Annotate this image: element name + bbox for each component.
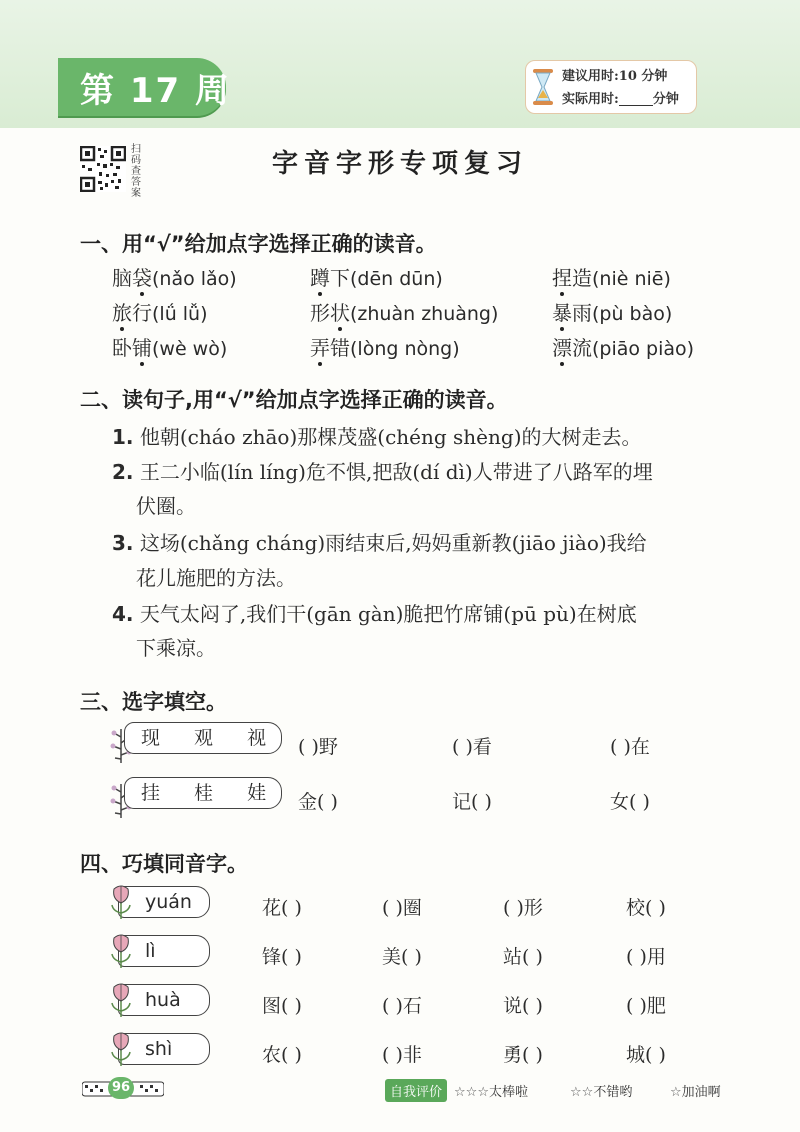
section4-title: 四、巧填同音字。 (80, 852, 248, 876)
s4-blank-2-4[interactable]: ( )用 (626, 946, 666, 968)
s2-sentence-2-cont: 伏圈。 (136, 494, 196, 518)
s1-item-9: 漂流(piāo piào) (552, 332, 694, 361)
s4-blank-3-1[interactable]: 图( ) (262, 995, 302, 1017)
eval-option-keep[interactable]: ☆加油啊 (670, 1085, 721, 1100)
pinyin-box-2: lì (118, 935, 210, 967)
char-choice-box-1: 现 观 视 (124, 722, 282, 754)
s4-blank-1-4[interactable]: 校( ) (626, 897, 666, 919)
s2-sentence-2: 2. 王二小临(lín líng)危不惧,把敌(dí dì)人带进了八路军的埋 (112, 460, 653, 484)
actual-time-unit: 分钟 (652, 92, 679, 107)
s3-blank-2-1[interactable]: 金( ) (298, 791, 338, 813)
char-choice-box-2: 挂 桂 娃 (124, 777, 282, 809)
s1-item-5: 形状(zhuàn zhuàng) (310, 297, 498, 326)
page-number: 96 (108, 1077, 134, 1099)
s1-item-7: 卧铺(wè wò) (112, 332, 227, 361)
star-icon: ☆ (477, 1085, 489, 1100)
s2-sentence-3: 3. 这场(chǎng cháng)雨结束后,妈妈重新教(jiāo jiào)我给 (112, 531, 647, 555)
star-icon: ☆ (570, 1085, 582, 1100)
s4-blank-2-1[interactable]: 锋( ) (262, 946, 302, 968)
pinyin-box-4: shì (118, 1033, 210, 1065)
s3-blank-2-2[interactable]: 记( ) (452, 791, 492, 813)
s4-blank-2-2[interactable]: 美( ) (382, 946, 422, 968)
s4-blank-3-3[interactable]: 说( ) (503, 995, 543, 1017)
section1-title: 一、用“√”给加点字选择正确的读音。 (80, 232, 437, 256)
eval-option-good[interactable]: ☆☆不错哟 (570, 1085, 633, 1100)
s4-blank-4-2[interactable]: ( )非 (382, 1044, 422, 1066)
section3-title: 三、选字填空。 (80, 690, 227, 714)
s2-sentence-1: 1. 他朝(cháo zhāo)那棵茂盛(chéng shèng)的大树走去。 (112, 425, 642, 449)
s2-sentence-4: 4. 天气太闷了,我们干(gān gàn)脆把竹席铺(pū pù)在树底 (112, 602, 637, 626)
s2-sentence-4-cont: 下乘凉。 (136, 636, 216, 660)
s4-blank-1-1[interactable]: 花( ) (262, 897, 302, 919)
s4-blank-4-4[interactable]: 城( ) (626, 1044, 666, 1066)
eval-option-great[interactable]: ☆☆☆太棒啦 (454, 1085, 528, 1100)
week-label: 第 17 周 (80, 71, 231, 111)
star-icon: ☆ (670, 1085, 682, 1100)
flower-bud-icon (108, 981, 134, 1019)
s3-blank-1-1[interactable]: ( )野 (298, 736, 338, 758)
self-eval-label: 自我评价 (385, 1079, 447, 1102)
s4-blank-3-4[interactable]: ( )肥 (626, 995, 666, 1017)
section2-title: 二、读句子,用“√”给加点字选择正确的读音。 (80, 388, 508, 412)
s4-blank-2-3[interactable]: 站( ) (503, 946, 543, 968)
star-icon: ☆ (454, 1085, 466, 1100)
s4-blank-4-1[interactable]: 农( ) (262, 1044, 302, 1066)
s4-blank-4-3[interactable]: 勇( ) (503, 1044, 543, 1066)
s4-blank-1-2[interactable]: ( )圈 (382, 897, 422, 919)
actual-time (562, 88, 679, 107)
s1-item-4: 旅行(lǘ lǚ) (112, 297, 208, 326)
s4-blank-3-2[interactable]: ( )石 (382, 995, 422, 1017)
s1-item-8: 弄错(lòng nòng) (310, 332, 460, 361)
qr-caption: 扫码查答案 (131, 144, 141, 199)
hourglass-icon (531, 68, 555, 106)
s4-blank-1-3[interactable]: ( )形 (503, 897, 543, 919)
flower-bud-icon (108, 932, 134, 970)
star-icon: ☆ (581, 1085, 594, 1100)
pinyin-box-1: yuán (118, 886, 210, 918)
actual-time-label: 实际用时: (562, 92, 619, 107)
s3-blank-1-2[interactable]: ( )看 (452, 736, 492, 758)
s1-item-1: 脑袋(nǎo lǎo) (112, 262, 237, 291)
s1-item-2: 蹲下(dēn dūn) (310, 262, 443, 291)
s2-sentence-3-cont: 花儿施肥的方法。 (136, 566, 296, 590)
s1-item-3: 捏造(niè niē) (552, 262, 671, 291)
pinyin-box-3: huà (118, 984, 210, 1016)
actual-time-blank[interactable] (619, 93, 653, 106)
flower-bud-icon (108, 1030, 134, 1068)
flower-bud-icon (108, 883, 134, 921)
star-icon: ☆ (465, 1085, 478, 1100)
s3-blank-1-3[interactable]: ( )在 (610, 736, 650, 758)
s1-item-6: 暴雨(pù bào) (552, 297, 672, 326)
page-title: 字音字形专项复习 (271, 149, 528, 179)
s3-blank-2-3[interactable]: 女( ) (610, 791, 650, 813)
suggested-time: 建议用时:10 分钟 (562, 69, 668, 84)
